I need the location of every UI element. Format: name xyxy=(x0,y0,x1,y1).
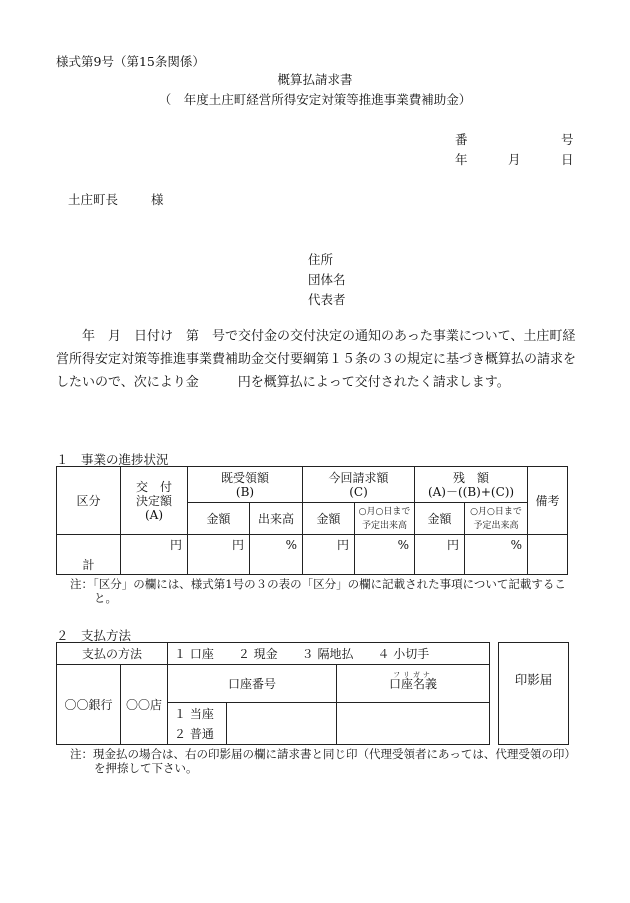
document-subtitle: （ 年度土庄町経営所得安定対策等推進事業費補助金） xyxy=(158,92,472,107)
col-zan-line1: 残 額 xyxy=(453,470,490,485)
col-kiju-line2: (B) xyxy=(235,484,255,499)
konkai-unit: 円 xyxy=(303,535,355,575)
kiju-unit: 円 xyxy=(188,535,250,575)
number-suffix: 号 xyxy=(561,132,574,147)
year-label: 年 xyxy=(455,152,468,167)
col-kofu-header xyxy=(121,467,188,535)
kiju-pct-unit: % xyxy=(250,535,303,575)
konkai-pct-unit: % xyxy=(355,535,415,575)
account-name-ruby-wrap xyxy=(389,670,438,691)
total-label: 計 xyxy=(57,535,121,575)
col-kofu-line3: (A) xyxy=(144,507,164,522)
col-konkai-line1: 今回請求額 xyxy=(328,470,389,485)
section2-note-line2: を押捺して下さい。 xyxy=(94,761,198,775)
document-title: 概算払請求書 xyxy=(277,72,353,87)
account-name-label: 口座名義 xyxy=(389,676,438,691)
col-konkai-header xyxy=(303,467,415,503)
konkai-yotei-line2: 予定出来高 xyxy=(362,520,408,531)
account-type-futsu: ２ 普通 xyxy=(174,726,214,741)
seal-box xyxy=(498,642,569,745)
zan-pct-unit: % xyxy=(465,535,528,575)
konkai-kingaku-header: 金額 xyxy=(303,503,355,535)
section2-heading: ２ 支払方法 xyxy=(56,628,132,643)
col-kubun-header: 区分 xyxy=(57,467,121,535)
account-number-header: 口座番号 xyxy=(168,665,337,703)
col-konkai-line2: (C) xyxy=(349,484,368,499)
bank-name: 〇〇銀行 xyxy=(57,665,121,745)
account-number-value xyxy=(227,703,337,745)
account-name-header xyxy=(337,665,490,703)
kiju-dekidaka-header: 出来高 xyxy=(250,503,303,535)
col-zan-header xyxy=(415,467,528,503)
month-label: 月 xyxy=(508,152,521,167)
konkai-yotei-header xyxy=(355,503,415,535)
progress-table xyxy=(56,466,568,575)
account-type-cell xyxy=(168,703,227,745)
zan-yotei-line2: 予定出来高 xyxy=(473,520,519,531)
col-kiju-line1: 既受領額 xyxy=(221,470,270,485)
section2-note-line1: 注：現金払の場合は、右の印影届の欄に請求書と同じ印（代理受領者にあっては、代理受領の印） xyxy=(70,747,576,761)
account-name-value xyxy=(337,703,490,745)
zan-unit: 円 xyxy=(415,535,465,575)
furigana-ruby: フリガナ xyxy=(393,670,433,679)
col-biko-header: 備考 xyxy=(528,467,568,535)
payment-method-label: 支払の方法 xyxy=(57,643,168,665)
col-zan-line2: (A)－((B)+(C)) xyxy=(427,484,515,499)
form-number: 様式第9号（第15条関係） xyxy=(56,54,205,69)
addressee-name: 土庄町長 xyxy=(68,192,119,207)
applicant-rep-label: 代表者 xyxy=(308,292,346,307)
payment-method-options: １ 口座 ２ 現金 ３ 隔地払 ４ 小切手 xyxy=(168,643,490,665)
col-kofu-line2: 決定額 xyxy=(135,493,172,508)
section1-heading: １ 事業の進捗状況 xyxy=(56,452,169,467)
konkai-yotei-line1: ○月○日まで xyxy=(358,506,411,517)
biko-cell xyxy=(528,535,568,575)
day-label: 日 xyxy=(561,152,574,167)
section1-note-line1: 注：「区分」の欄には、様式第1号の３の表の「区分」の欄に記載された事項について記載するこ xyxy=(70,577,566,591)
col-kofu-line1: 交 付 xyxy=(135,479,172,494)
section1-note-line2: と。 xyxy=(94,591,117,605)
kofu-unit: 円 xyxy=(121,535,188,575)
zan-yotei-header xyxy=(465,503,528,535)
zan-kingaku-header: 金額 xyxy=(415,503,465,535)
applicant-org-label: 団体名 xyxy=(308,272,346,287)
request-body-text: 年 月 日付け 第 号で交付金の交付決定の通知のあった事業について、土庄町経営所得安定対策等推進事業費補助金交付要綱第１５条の３の規定に基づき概算払の請求をしたいので、次により金 円を概算払によって交付されたく請求します。 xyxy=(56,329,577,390)
branch-name: 〇〇店 xyxy=(121,665,168,745)
applicant-address-label: 住所 xyxy=(308,252,334,267)
payment-table xyxy=(56,642,490,745)
zan-yotei-line1: ○月○日まで xyxy=(470,506,522,517)
seal-label: 印影届 xyxy=(514,672,553,687)
account-type-toza: １ 当座 xyxy=(174,706,214,721)
number-label: 番 xyxy=(455,132,468,147)
addressee-honorific: 様 xyxy=(151,192,164,207)
kiju-kingaku-header: 金額 xyxy=(188,503,250,535)
col-kiju-header xyxy=(188,467,303,503)
